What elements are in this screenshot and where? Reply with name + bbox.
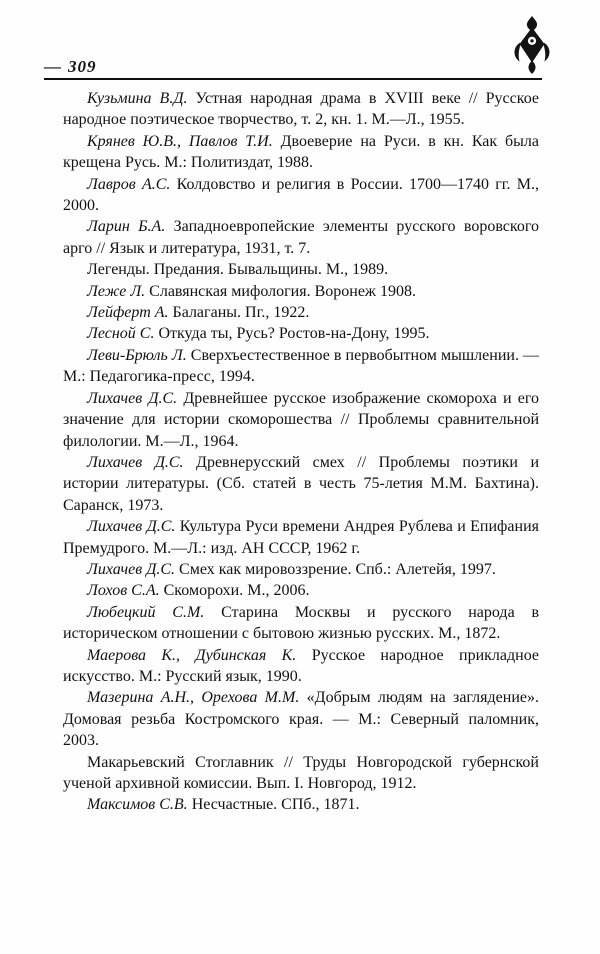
entry-authors: Лихачев Д.С.	[87, 518, 176, 536]
bibliography-entry	[63, 602, 539, 645]
entry-authors: Ларин Б.А.	[87, 218, 166, 236]
entry-authors: Крянев Ю.В., Павлов Т.И.	[87, 132, 273, 150]
page-number-value: 309	[68, 57, 97, 76]
entry-text: Старина Москвы и русского народа в историческом отношении с бытовою жизнью русских. М., 1872.	[63, 603, 539, 643]
entry-text: Славянская мифология. Воронеж 1908.	[145, 282, 416, 300]
entry-text: Несчастные. СПб., 1871.	[187, 796, 360, 814]
entry-authors: Леви-Брюль Л.	[87, 346, 187, 364]
bibliography-entry	[63, 559, 539, 580]
bibliography-entry	[63, 323, 539, 344]
entry-authors: Лейферт А.	[87, 304, 169, 322]
bibliography-list	[63, 88, 539, 816]
entry-text: Западноевропейские элементы русского воровского арго // Язык и литература, 1931, т. 7.	[63, 218, 540, 257]
entry-authors: Лихачев Д.С.	[87, 389, 178, 407]
bibliography-entry	[63, 516, 539, 559]
bibliography-entry	[63, 687, 539, 751]
entry-authors: Кузьмина В.Д.	[87, 90, 188, 107]
bibliography-entry	[63, 216, 539, 259]
entry-authors: Любецкий С.М.	[87, 603, 205, 621]
entry-text: Макарьевский Стоглавник // Труды Новгородской губернской ученой архивной комиссии. Вып. I. Новгород, 1912.	[63, 753, 539, 792]
bibliography-entry	[63, 131, 539, 174]
entry-text: Древнерусский смех // Проблемы поэтики и истории литературы. (Сб. статей в честь 75-летия М.М. Бахтина). Саранск, 1973.	[63, 453, 540, 514]
bibliography-entry	[63, 388, 539, 452]
page-number-dash: —	[44, 57, 62, 76]
entry-authors: Лесной С.	[87, 325, 155, 343]
entry-authors: Лихачев Д.С.	[87, 560, 176, 578]
header-rule	[44, 58, 542, 80]
entry-text: Колдовство и религия в России. 1700—1740 гг. М., 2000.	[63, 175, 540, 215]
entry-authors: Максимов С.В.	[87, 796, 188, 814]
page-number	[44, 57, 97, 77]
entry-text: Легенды. Предания. Бывальщины. М., 1989.	[87, 261, 389, 279]
entry-authors: Леже Л.	[87, 282, 146, 300]
entry-authors: Лохов С.А.	[87, 582, 160, 600]
entry-authors: Мазерина А.Н., Орехова М.М.	[87, 689, 300, 707]
entry-text: «Добрым людям на заглядение». Домовая резьба Костромского края. — М.: Северный паломник, 2003.	[63, 689, 539, 750]
bibliography-entry	[63, 645, 539, 688]
bibliography-entry	[63, 174, 539, 217]
entry-text: Смех как мировоззрение. Спб.: Алетейя, 1997.	[175, 560, 496, 578]
entry-text: Откуда ты, Русь? Ростов-на-Дону, 1995.	[154, 325, 430, 343]
entry-text: Культура Руси времени Андрея Рублева и Епифания Премудрого. М.—Л.: изд. АН СССР, 1962 г.	[63, 518, 540, 557]
bibliography-entry	[63, 752, 539, 795]
bibliography-entry	[63, 281, 539, 302]
bibliography-entry	[63, 88, 539, 131]
entry-authors: Лихачев Д.С.	[87, 453, 184, 471]
bibliography-entry	[63, 345, 539, 388]
bibliography-entry	[63, 259, 539, 280]
bibliography-entry	[63, 580, 539, 601]
entry-text: Русское народное прикладное искусство. М.: Русский язык, 1990.	[63, 646, 539, 685]
bibliography-entry	[63, 452, 539, 516]
bibliography-entry	[63, 302, 539, 323]
entry-authors: Лавров А.С.	[87, 175, 171, 193]
bibliography-entry	[63, 794, 539, 815]
entry-text: Балаганы. Пг., 1922.	[168, 304, 310, 322]
entry-text: Двоеверие на Руси. в кн. Как была крещена Русь. М.: Политиздат, 1988.	[63, 132, 540, 172]
entry-authors: Маерова К., Дубинская К.	[87, 646, 297, 664]
entry-text: Сверхъестественное в первобытном мышлении. — М.: Педагогика-пресс, 1994.	[63, 346, 540, 386]
page-header	[0, 0, 600, 80]
entry-text: Древнейшее русское изображение скомороха и его значение для истории скоморошества // Проблемы сравнительной филологии. М.—Л., 1964.	[63, 389, 539, 450]
entry-text: Скоморохи. М., 2006.	[159, 582, 310, 600]
entry-text: Устная народная драма в XVIII веке // Русское народное поэтическое творчество, т. 2, кн. 1. М.—Л., 1955.	[63, 90, 540, 129]
